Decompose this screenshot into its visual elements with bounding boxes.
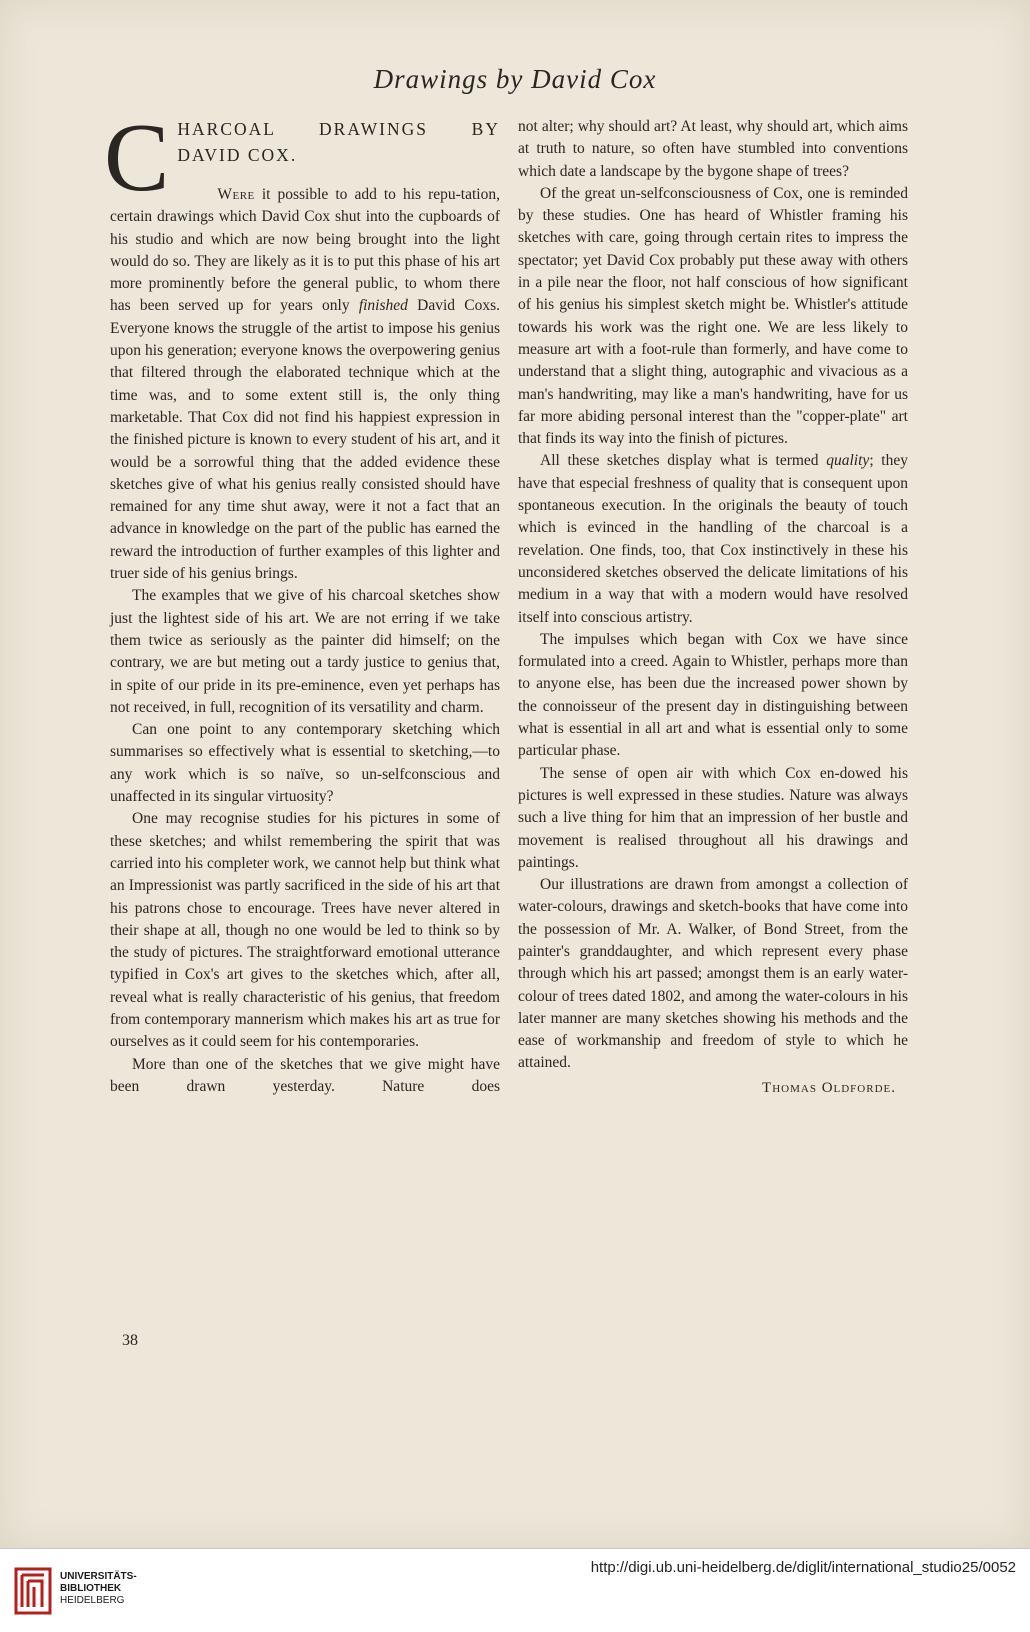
paragraph: Our illustrations are drawn from amongst a collection of water-colours, drawings and sketch-books that have come into the possession of Mr. A. Walker, of Bond Street, from the painter's granddaughter, and which represent every phase through which his art passed; amongst them is an early water-colour of trees dated 1802, and among the water-colours in his later manner are many sketches showing his methods and the ease of workmanship and freedom of style to which he attained. <box>518 876 908 1072</box>
paragraph: The examples that we give of his charcoal sketches show just the lightest side of his art. We are not erring if we take them twice as seriously as the painter did himself; on the contrary, we are but meting out a tardy justice to genius that, in spite of our pride in its pre-eminence, even yet perhaps has not received, in full, recognition of its versatility and charm. <box>110 587 500 716</box>
source-url-link[interactable]: http://digi.ub.uni-heidelberg.de/diglit/international_studio25/0052 <box>590 1559 1016 1576</box>
library-name-line2: BIBLIOTHEK <box>60 1583 122 1594</box>
left-column <box>104 104 500 1098</box>
lead-paragraph <box>110 184 500 585</box>
article-title-line2: DAVID COX. <box>177 145 298 165</box>
page-number: 38 <box>122 1332 138 1349</box>
quality-italic: quality <box>826 452 870 470</box>
library-name-line3: HEIDELBERG <box>60 1595 125 1606</box>
library-name-line1: UNIVERSITÄTS- <box>60 1571 137 1582</box>
lead-text: it possible to add to his repu-tation, certain drawings which David Cox shut into the cupboards of his studio and which are now being brought into the light would do so. They are likely as it is to put this phase of his art more prominently before the general public, to whom there has been served up for years only <box>110 186 500 315</box>
paragraph: The impulses which began with Cox we have since formulated into a creed. Again to Whistler, perhaps more than to anyone else, has been due the increased power shown by the connoisseur of the present day in distinguishing between what is essential in all art and what is essential only to some particular phase. <box>518 630 908 760</box>
drop-cap: C <box>104 104 170 212</box>
quality-pre: All these sketches display what is termed <box>540 452 827 470</box>
library-name <box>60 1571 137 1607</box>
right-column <box>518 116 908 1099</box>
quality-post: ; they have that especial freshness of quality that is consequent upon spontaneous execution. In the originals the beauty of touch which is evinced in the handling of the charcoal is a revelation. One finds, too, that Cox instinctively in these his unconsidered sketches observed the delicate limitations of his medium in a way that with a modern would have resolved itself into conscious artistry. <box>518 452 908 626</box>
library-logo-icon <box>12 1565 54 1617</box>
digitization-footer <box>0 1548 1030 1632</box>
paragraph: More than one of the sketches that we give might have been drawn yesterday. Nature does <box>110 1055 500 1095</box>
running-header: Drawings by David Cox <box>373 64 657 94</box>
lead-smallcaps: Were <box>217 186 255 203</box>
paragraph: The sense of open air with which Cox en-dowed his pictures is well expressed in these studies. Nature was always such a live thing for him that an impression of her bustle and movement is realised throughout all his drawings and paintings. <box>518 764 908 871</box>
lead-continuation: David Coxs. Everyone knows the struggle of the artist to impose his genius upon his generation; everyone knows the overpowering genius that filtered through the elaborated technique which at the time was, and to some extent still is, the only thing marketable. That Cox did not find his happiest expression in the finished picture is known to every student of his art, and it would be a sorrowful thing that the added evidence these sketches give of what his genius really consisted should have remained for any time shut away, were it not a fact that an advance in knowledge on the part of the public has earned the reward the introduction of further examples of this lighter and truer side of his genius brings. <box>110 297 500 583</box>
author-signature: Thomas Oldforde. <box>762 1079 896 1096</box>
paragraph: One may recognise studies for his pictures in some of these sketches; and whilst remembering the spirit that was carried into his completer work, we cannot help but think what an Impressionist was partly sacrificed in the side of his art that his patrons chose to encourage. Trees have never altered in their shape at all, though no one would be led to think so by the study of pictures. The straightforward emotional utterance typified in Cox's art gives to the sketches which, after all, reveal what is really characteristic of his genius, that freedom from contemporary mannerism which makes his art as true for ourselves as it could seem for his contemporaries. <box>110 810 500 1051</box>
paragraph: Of the great un-selfconsciousness of Cox, one is reminded by these studies. One has heard of Whistler framing his sketches with care, going through certain rites to impress the spectator; yet David Cox probably put these away with others in a pile near the floor, not half conscious of how significant of his genius his simplest sketch might be. Whistler's attitude towards his work was the right one. We are less likely to measure art with a foot-rule than formerly, and have come to understand that a slight thing, autographic and vivacious as a man's handwriting, may like a man's handwriting, have for us far more abiding personal interest than the "copper-plate" art that finds its way into the finish of pictures. <box>518 184 908 448</box>
lead-italic: finished <box>358 297 408 315</box>
paragraph: not alter; why should art? At least, why should art, which aims at truth to nature, so often have stumbled into conventions which date a landscape by the bygone shape of trees? <box>518 118 908 180</box>
paragraph: Can one point to any contemporary sketching which summarises so effectively what is essential to sketching,—to any work which is so naïve, so un-selfconscious and unaffected in its singular virtuosity? <box>110 721 500 806</box>
paragraph <box>518 450 908 628</box>
article-title-line1: HARCOAL DRAWINGS BY <box>177 119 500 139</box>
